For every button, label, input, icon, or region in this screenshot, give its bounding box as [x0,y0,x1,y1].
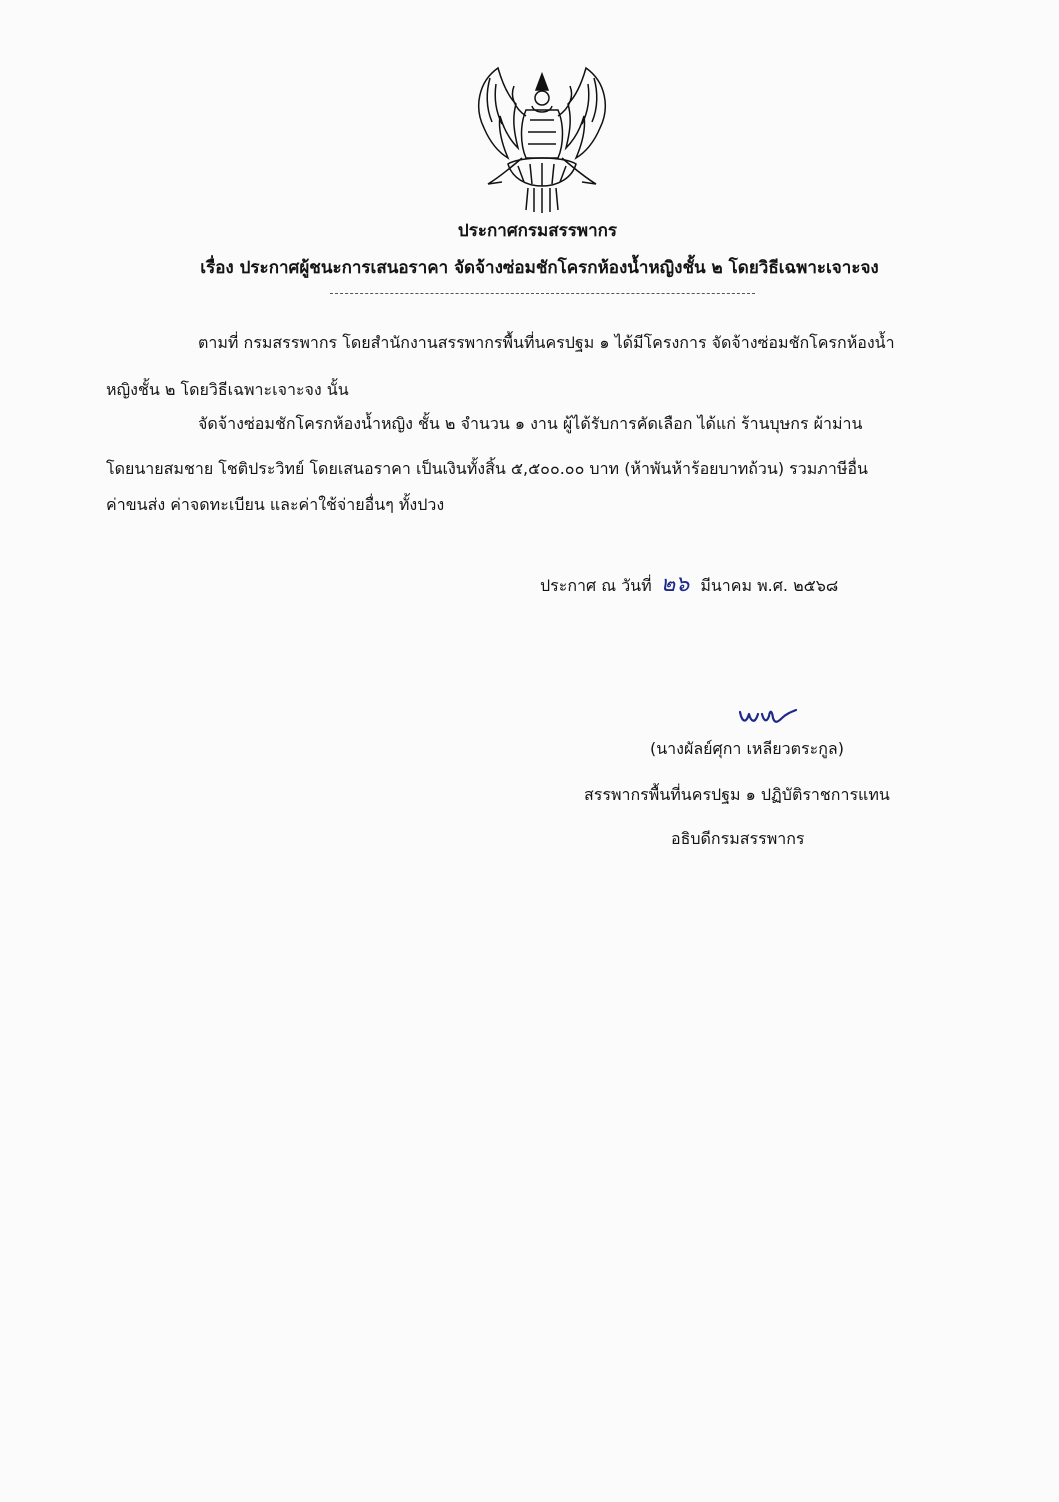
announcement-date [540,572,838,599]
garuda-emblem-icon [468,60,616,215]
handwritten-signature-icon [736,702,798,730]
date-suffix: มีนาคม พ.ศ. ๒๕๖๘ [700,576,839,595]
signatory-name: (นางผัลย์ศุกา เหลียวตระกูล) [650,739,844,758]
body-paragraph-line: โดยนายสมชาย โชติประวิทย์ โดยเสนอราคา เป็นเงินทั้งสิ้น ๕,๕๐๐.๐๐ บาท (ห้าพันห้าร้อยบาทถ้วน) รวมภาษีอื่น [106,459,868,478]
page-title: ประกาศกรมสรรพากร [457,221,618,241]
body-paragraph-line: ค่าขนส่ง ค่าจดทะเบียน และค่าใช้จ่ายอื่นๆ ทั้งปวง [106,495,445,514]
body-paragraph-line: ตามที่ กรมสรรพากร โดยสำนักงานสรรพากรพื้นที่นครปฐม ๑ ได้มีโครงการ จัดจ้างซ่อมชักโครกห้องน้ำ [198,333,895,352]
subject-line: เรื่อง ประกาศผู้ชนะการเสนอราคา จัดจ้างซ่อมชักโครกห้องน้ำหญิงชั้น ๒ โดยวิธีเฉพาะเจาะจง [200,258,879,278]
body-paragraph-line: จัดจ้างซ่อมชักโครกห้องน้ำหญิง ชั้น ๒ จำนวน ๑ งาน ผู้ได้รับการคัดเลือก ได้แก่ ร้านบุษกร ผ้าม่าน [198,414,863,433]
signatory-role: อธิบดีกรมสรรพากร [671,829,805,848]
body-paragraph-line: หญิงชั้น ๒ โดยวิธีเฉพาะเจาะจง นั้น [106,380,349,399]
date-day-handwritten: ๒๖ [660,572,690,597]
signatory-position: สรรพากรพื้นที่นครปฐม ๑ ปฏิบัติราชการแทน [584,785,890,804]
dashed-divider [330,293,755,294]
date-prefix: ประกาศ ณ วันที่ [540,576,652,595]
